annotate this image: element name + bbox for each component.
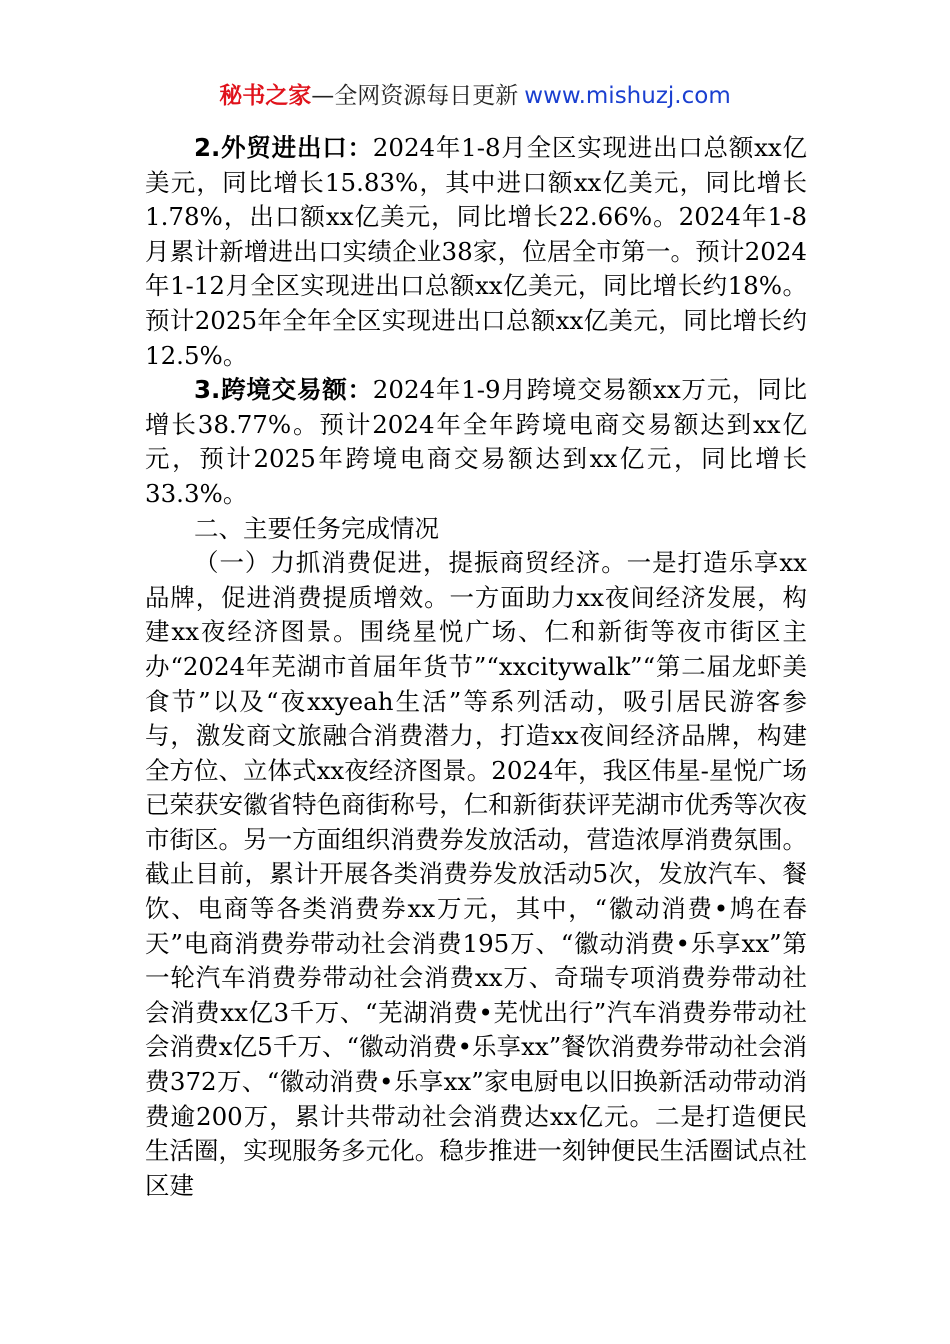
paragraph-text: 2024年1-8月全区实现进出口总额xx亿美元，同比增长15.83%，其中进口额xx亿美元，同比增长1.78%，出口额xx亿美元，同比增长22.66%。2024年1-8月累计新增进出口实绩企业38家，位居全市第一。预计2024年1-12月全区实现进出口总额xx亿美元，同比增长约18%。预计2025年全年全区实现进出口总额xx亿美元，同比增长约12.5%。 (145, 133, 808, 370)
section-heading (145, 512, 807, 547)
paragraph-text: （一）力抓消费促进，提振商贸经济。一是打造乐享xx品牌，促进消费提质增效。一方面助力xx夜间经济发展，构建xx夜经济图景。围绕星悦广场、仁和新街等夜市街区主办“2024年芜湖市首届年货节”“xxcitywalk”“第二届龙虾美食节”以及“夜xxyeah生活”等系列活动，吸引居民游客参与，激发商文旅融合消费潜力，打造xx夜间经济品牌，构建全方位、立体式xx夜经济图景。2024年，我区伟星-星悦广场已荣获安徽省特色商街称号，仁和新街获评芜湖市优秀等次夜市街区。另一方面组织消费券发放活动，营造浓厚消费氛围。截止目前，累计开展各类消费券发放活动5次，发放汽车、餐饮、电商等各类消费券xx万元，其中，“徽动消费•鸠在春天”电商消费券带动社会消费195万、“徽动消费•乐享xx”第一轮汽车消费券带动社会消费xx万、奇瑞专项消费券带动社会消费xx亿3千万、“芜湖消费•芜忧出行”汽车消费券带动社会消费x亿5千万、“徽动消费•乐享xx”餐饮消费券带动社会消费372万、“徽动消费•乐享xx”家电厨电以旧换新活动带动消费逾200万，累计共带动社会消费达xx亿元。二是打造便民生活圈，实现服务多元化。稳步推进一刻钟便民生活圈试点社区建 (145, 548, 807, 1200)
paragraph-foreign-trade (145, 131, 807, 373)
brand-name: 秘书之家 (219, 83, 312, 109)
paragraph-lead: 3.跨境交易额： (194, 375, 373, 405)
document-body (145, 131, 807, 1203)
paragraph-lead: 2.外贸进出口： (194, 133, 373, 162)
section-heading-text: 二、主要任务完成情况 (194, 513, 439, 543)
site-link[interactable]: www.mishuzj.com (524, 83, 731, 109)
paragraph-text: 2024年1-9月跨境交易额xx万元，同比增长38.77%。预计2024年全年跨境电商交易额达到xx亿元，预计2025年跨境电商交易额达到xx亿元，同比增长33.3%。 (145, 375, 808, 508)
header-tagline: —全网资源每日更新 (311, 83, 519, 109)
site-header (0, 80, 950, 112)
paragraph-cross-border (145, 373, 807, 511)
paragraph-consumption (145, 546, 807, 1203)
